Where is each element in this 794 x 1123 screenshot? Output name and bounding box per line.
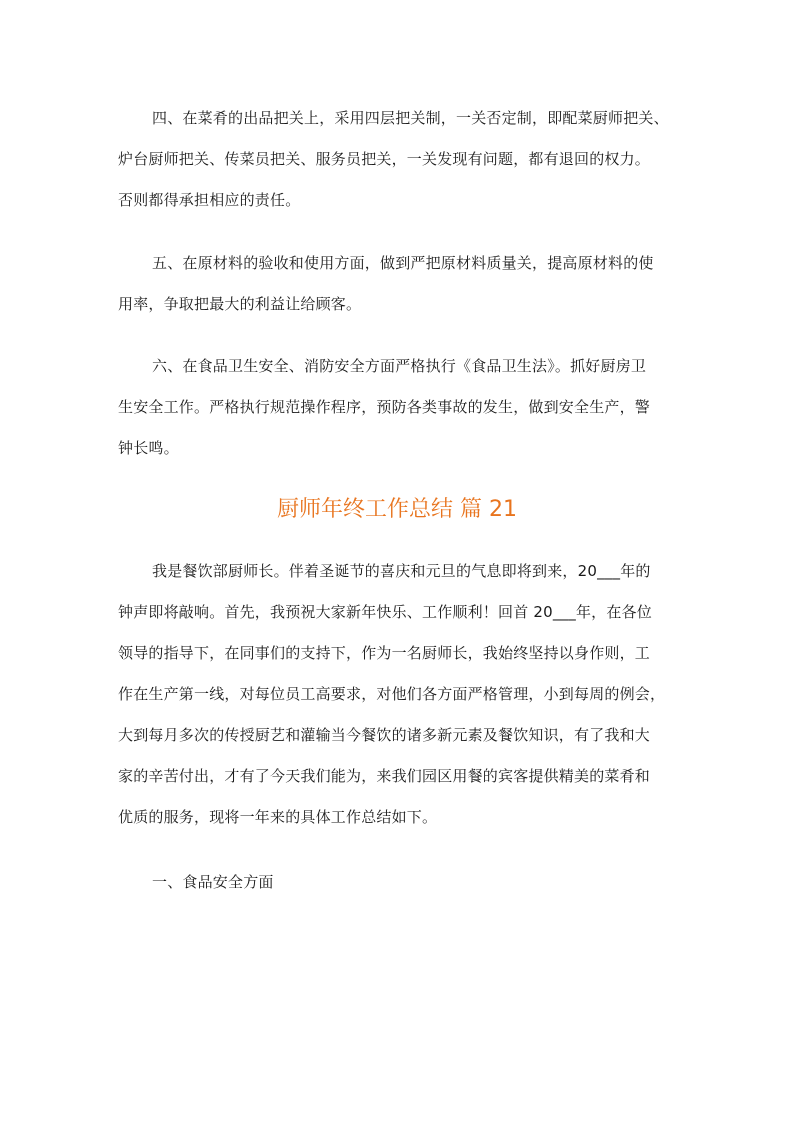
paragraph-item-five <box>118 243 678 325</box>
paragraph-line: 大到每月多次的传授厨艺和灌输当今餐饮的诸多新元素及餐饮知识，有了我和大 <box>118 726 651 744</box>
paragraph-section-one <box>118 862 678 903</box>
paragraph-line: 五、在原材料的验收和使用方面，做到严把原材料质量关，提高原材料的使 <box>152 254 654 272</box>
paragraph-line: 我是餐饮部厨师长。伴着圣诞节的喜庆和元旦的气息即将到来，20___年的 <box>152 562 651 580</box>
paragraph-line: 生安全工作。严格执行规范操作程序，预防各类事故的发生，做到安全生产，警 <box>118 398 651 416</box>
paragraph-item-six <box>118 346 678 469</box>
paragraph-line: 优质的服务，现将一年来的具体工作总结如下。 <box>118 808 438 826</box>
section-heading: 厨师年终工作总结 篇 21 <box>277 497 517 522</box>
paragraph-intro <box>118 551 678 838</box>
paragraph-line: 四、在菜肴的出品把关上，采用四层把关制，一关否定制，即配菜厨师把关、 <box>152 109 669 127</box>
paragraph-line: 否则都得承担相应的责任。 <box>118 191 301 209</box>
paragraph-line: 钟长鸣。 <box>118 439 179 457</box>
paragraph-line: 六、在食品卫生安全、消防安全方面严格执行《食品卫生法》。抓好厨房卫 <box>152 357 647 375</box>
subsection-title: 一、食品安全方面 <box>152 873 274 891</box>
paragraph-line: 用率，争取把最大的利益让给顾客。 <box>118 295 362 313</box>
paragraph-line: 钟声即将敲响。首先，我预祝大家新年快乐、工作顺利！回首 20___年，在各位 <box>118 603 652 621</box>
paragraph-line: 家的辛苦付出，才有了今天我们能为，来我们园区用餐的宾客提供精美的菜肴和 <box>118 767 651 785</box>
paragraph-line: 炉台厨师把关、传菜员把关、服务员把关，一关发现有问题，都有退回的权力。 <box>118 150 651 168</box>
paragraph-line: 作在生产第一线，对每位员工高要求，对他们各方面严格管理，小到每周的例会， <box>118 685 666 703</box>
paragraph-item-four <box>118 98 678 221</box>
paragraph-line: 领导的指导下，在同事们的支持下，作为一名厨师长，我始终坚持以身作则，工 <box>118 644 651 662</box>
